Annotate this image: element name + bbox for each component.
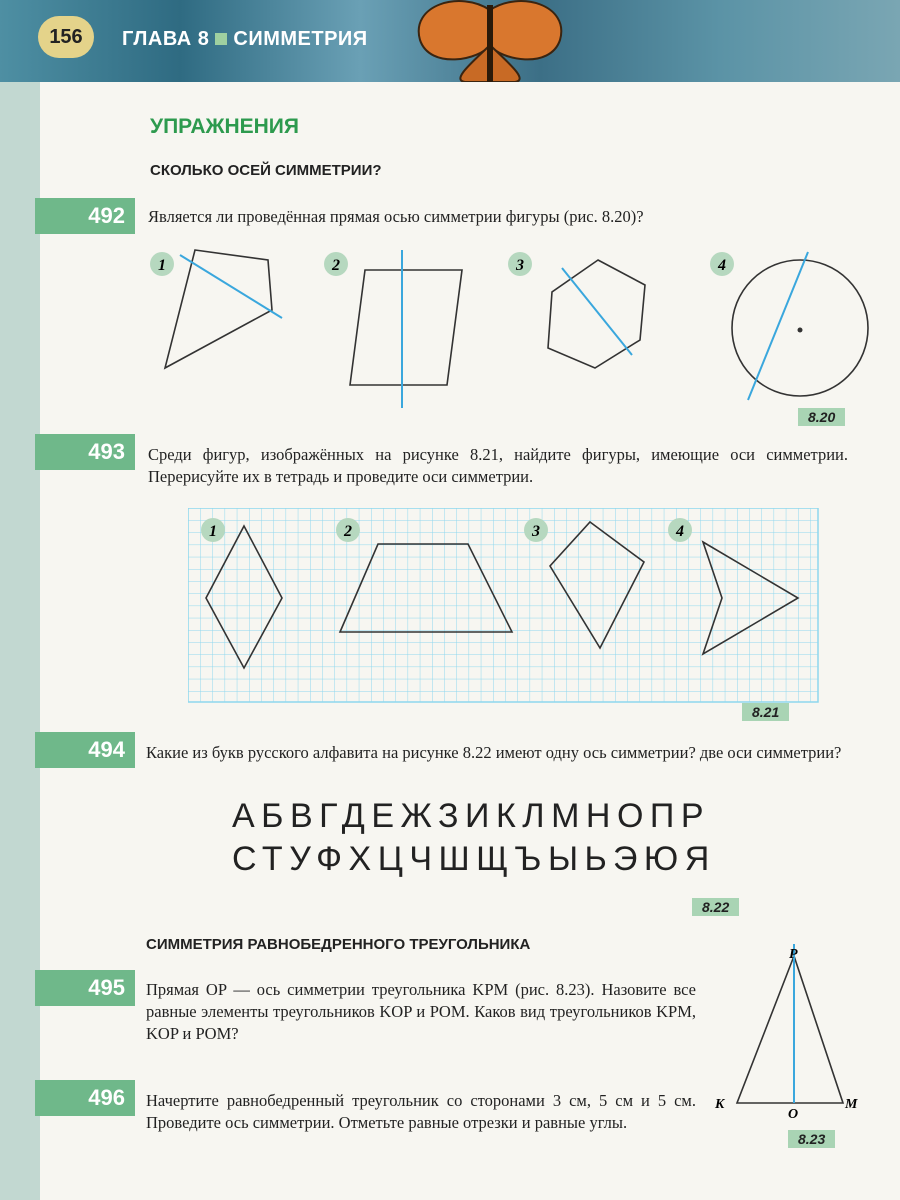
subheading-isosceles: СИММЕТРИЯ РАВНОБЕДРЕННОГО ТРЕУГОЛЬНИКА bbox=[146, 936, 531, 953]
figure-8-21 bbox=[188, 508, 820, 704]
chapter-label: ГЛАВА 8 bbox=[122, 28, 210, 50]
left-margin-stripe bbox=[0, 82, 40, 1200]
alphabet-row-2: СТУФХЦЧШЩЪЫЬЭЮЯ bbox=[232, 840, 716, 878]
section-title: УПРАЖНЕНИЯ bbox=[150, 115, 299, 138]
figure-8-20-shape-4 bbox=[710, 252, 868, 400]
exercise-text-492: Является ли проведённая прямая осью симметрии фигуры (рис. 8.20)? bbox=[148, 207, 644, 226]
figure-label: 1 bbox=[158, 257, 166, 274]
figure-label: 3 bbox=[516, 257, 524, 274]
page-header bbox=[0, 0, 900, 82]
chapter-title bbox=[122, 28, 368, 51]
point-p-label: P bbox=[789, 947, 798, 962]
caption-8-22: 8.22 bbox=[692, 898, 739, 916]
figure-label: 4 bbox=[718, 257, 726, 274]
caption-8-21: 8.21 bbox=[742, 703, 789, 721]
figure-8-20-shape-1 bbox=[150, 250, 282, 368]
figure-8-23 bbox=[705, 940, 865, 1120]
figure-label: 3 bbox=[532, 523, 540, 540]
butterfly-illustration bbox=[390, 0, 590, 82]
caption-8-20: 8.20 bbox=[798, 408, 845, 426]
figure-8-20-shape-3 bbox=[508, 252, 645, 368]
alphabet-row-1: АБВГДЕЖЗИКЛМНОПР bbox=[232, 797, 711, 835]
exercise-text-493: Среди фигур, изображённых на рисунке 8.21, найдите фигуры, имеющие оси симметрии. Перерисуйте их в тетрадь и проведите оси симметрии. bbox=[148, 445, 848, 486]
exercise-number-495: 495 bbox=[35, 970, 135, 1006]
page-number: 156 bbox=[38, 16, 94, 58]
exercise-text-495: Прямая OP — ось симметрии треугольника KPM (рис. 8.23). Назовите все равные элементы треугольников KOP и POM. Каков вид треугольников KPM, KOP и POM? bbox=[146, 980, 696, 1043]
figure-label: 2 bbox=[344, 523, 352, 540]
chapter-name: СИММЕТРИЯ bbox=[233, 28, 368, 50]
point-o-label: O bbox=[788, 1107, 799, 1120]
subheading-axes: СКОЛЬКО ОСЕЙ СИММЕТРИИ? bbox=[150, 162, 382, 179]
figure-8-20-shape-2 bbox=[324, 250, 462, 408]
point-k-label: K bbox=[715, 1097, 725, 1112]
figure-8-20 bbox=[140, 240, 880, 430]
figure-label: 2 bbox=[332, 257, 340, 274]
caption-8-23: 8.23 bbox=[788, 1130, 835, 1148]
exercise-number-493: 493 bbox=[35, 434, 135, 470]
exercise-number-496: 496 bbox=[35, 1080, 135, 1116]
figure-label: 4 bbox=[676, 523, 684, 540]
square-bullet-icon bbox=[215, 33, 227, 45]
exercise-number-492: 492 bbox=[35, 198, 135, 234]
exercise-text-494: Какие из букв русского алфавита на рисунке 8.22 имеют одну ось симметрии? две оси симметрии? bbox=[146, 743, 842, 762]
exercise-text-496: Начертите равнобедренный треугольник со сторонами 3 см, 5 см и 5 см. Проведите ось симметрии. Отметьте равные отрезки и равные углы. bbox=[146, 1091, 696, 1132]
figure-label: 1 bbox=[209, 523, 217, 540]
point-m-label: M bbox=[845, 1097, 858, 1112]
exercise-number-494: 494 bbox=[35, 732, 135, 768]
